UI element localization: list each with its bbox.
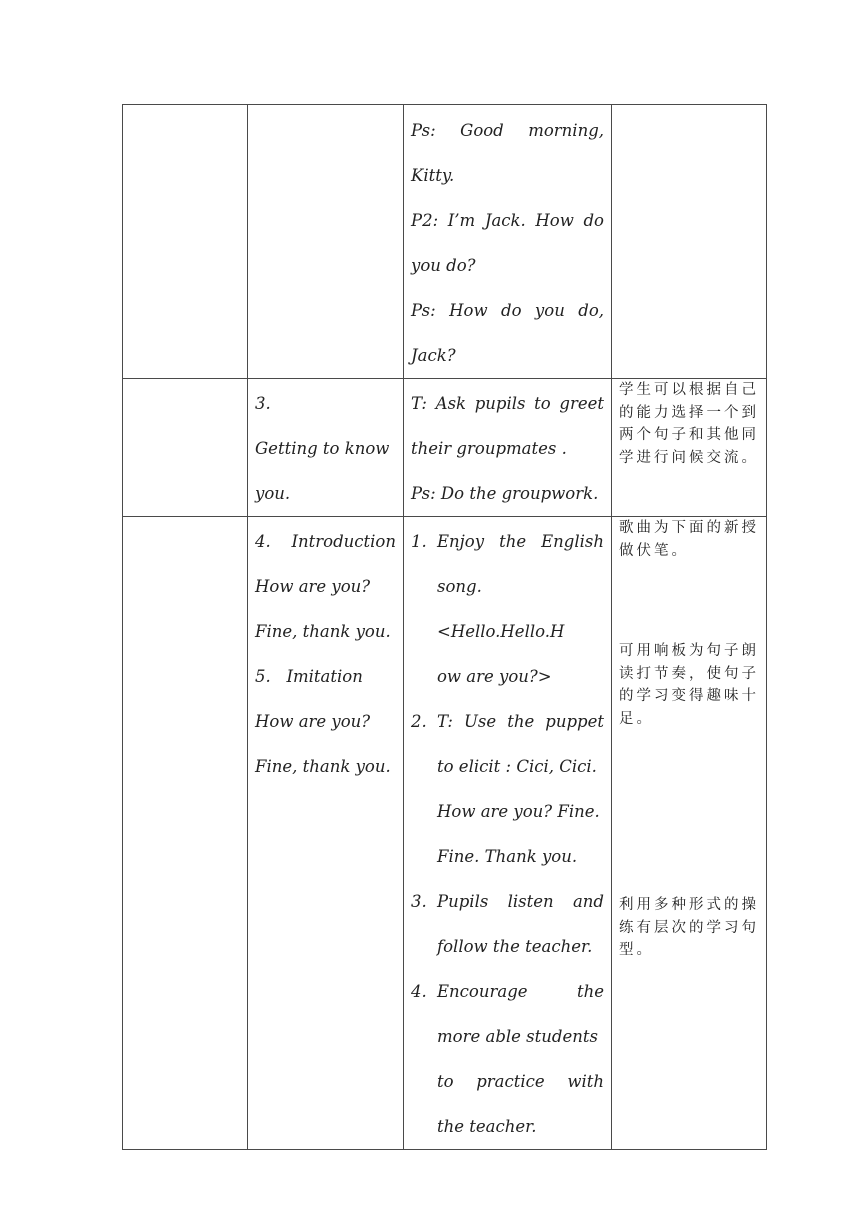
list-line: How are you? Fine. bbox=[437, 802, 600, 821]
dialogue-line: you do? bbox=[411, 256, 476, 275]
list-line: Pupils listen and bbox=[437, 892, 604, 911]
lesson-plan-table bbox=[122, 104, 767, 1150]
list-line: Encourage the bbox=[437, 982, 604, 1001]
stage-cell bbox=[123, 517, 248, 1150]
step-number: 3. bbox=[255, 394, 271, 413]
step-sentence: Fine, thank you. bbox=[255, 622, 391, 641]
procedure-line: their groupmates . bbox=[411, 439, 567, 458]
procedure-line: T: Ask pupils to greet bbox=[411, 394, 604, 413]
procedure-cell bbox=[404, 517, 612, 1150]
procedure-line: Ps: Do the groupwork. bbox=[411, 484, 599, 503]
note-cell bbox=[612, 105, 767, 379]
step-cell bbox=[248, 517, 404, 1150]
step-title: Getting to know bbox=[255, 439, 390, 458]
procedure-list bbox=[411, 519, 604, 1149]
list-item bbox=[411, 969, 604, 1149]
note-cell bbox=[612, 517, 767, 1150]
list-line: ow are you?> bbox=[437, 667, 552, 686]
table-row bbox=[123, 105, 767, 379]
list-line: Fine. Thank you. bbox=[437, 847, 578, 866]
list-number: 4. bbox=[411, 982, 427, 1001]
dialogue-line: Kitty. bbox=[411, 166, 455, 185]
stage-cell bbox=[123, 379, 248, 517]
table-row bbox=[123, 379, 767, 517]
list-number: 2. bbox=[411, 712, 427, 731]
design-note: 歌曲为下面的新授做伏笔。 bbox=[619, 520, 759, 559]
design-note: 利用多种形式的操练有层次的学习句型。 bbox=[619, 897, 759, 958]
design-note: 可用响板为句子朗读打节奏，使句子的学习变得趣味十足。 bbox=[619, 643, 759, 727]
list-line: T: Use the puppet bbox=[437, 712, 604, 731]
note-cell bbox=[612, 379, 767, 517]
step-title: 5. Imitation bbox=[255, 667, 363, 686]
procedure-cell bbox=[404, 105, 612, 379]
dialogue-line: Ps: Good morning, bbox=[411, 121, 604, 140]
step-sentence: How are you? bbox=[255, 712, 371, 731]
table-row bbox=[123, 517, 767, 1150]
dialogue-line: Jack? bbox=[411, 346, 456, 365]
list-line: follow the teacher. bbox=[437, 937, 593, 956]
step-cell bbox=[248, 379, 404, 517]
step-title: you. bbox=[255, 484, 291, 503]
list-line: to elicit : Cici, Cici. bbox=[437, 757, 597, 776]
list-number: 1. bbox=[411, 532, 427, 551]
list-item bbox=[411, 699, 604, 879]
list-line: to practice with bbox=[437, 1072, 604, 1091]
list-line: song.<Hello.Hello.H bbox=[437, 577, 565, 641]
procedure-cell bbox=[404, 379, 612, 517]
design-note: 学生可以根据自己的能力选择一个到两个句子和其他同学进行问候交流。 bbox=[619, 382, 759, 466]
list-line: more able students bbox=[437, 1027, 598, 1046]
list-item bbox=[411, 519, 604, 699]
dialogue-line: P2: I’m Jack. How do bbox=[411, 211, 604, 230]
step-sentence: Fine, thank you. bbox=[255, 757, 391, 776]
dialogue-line: Ps: How do you do, bbox=[411, 301, 604, 320]
step-title: 4. Introduction bbox=[255, 532, 396, 551]
list-line: Enjoy the English bbox=[437, 532, 604, 551]
stage-cell bbox=[123, 105, 248, 379]
list-number: 3. bbox=[411, 892, 427, 911]
list-item bbox=[411, 879, 604, 969]
list-line: the teacher. bbox=[437, 1117, 537, 1136]
step-cell bbox=[248, 105, 404, 379]
step-sentence: How are you? bbox=[255, 577, 371, 596]
